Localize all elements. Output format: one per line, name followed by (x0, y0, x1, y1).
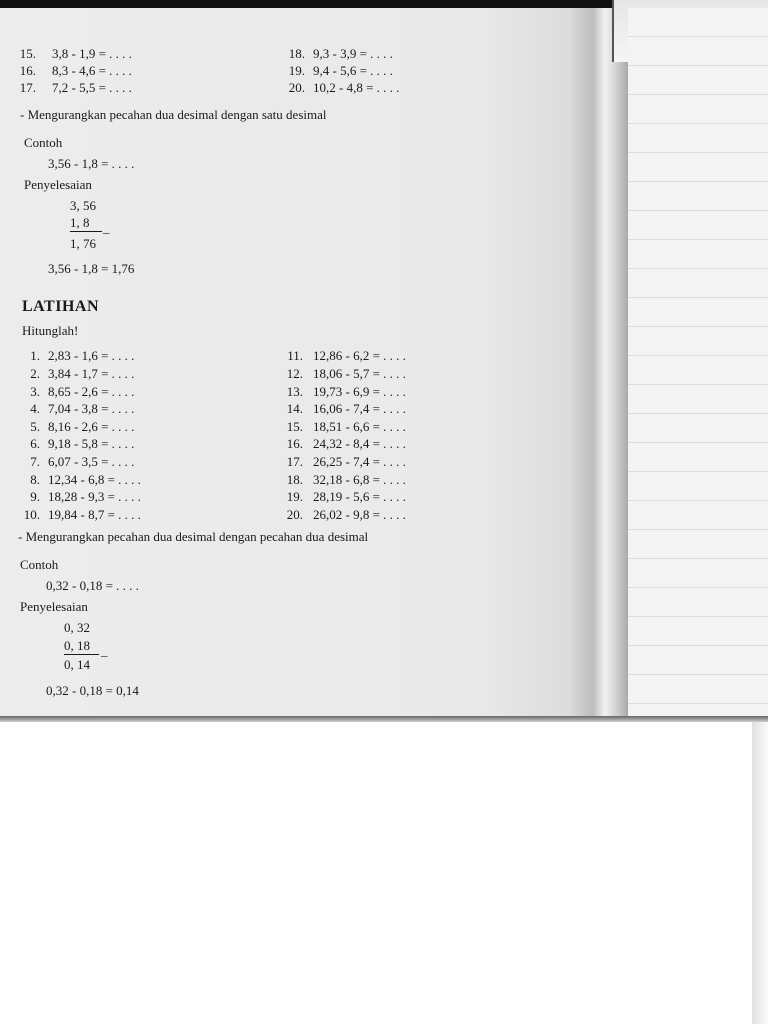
exercise-instruction: Hitunglah! (22, 323, 79, 338)
operand-2: 0, 18 (64, 638, 99, 655)
item-number: 7. (30, 454, 40, 469)
item-number: 19. (286, 489, 303, 504)
item-number: 15. (19, 46, 36, 61)
item-number: 11. (287, 348, 303, 363)
item-number: 10. (23, 507, 40, 522)
item-number: 17. (19, 80, 36, 95)
item-expression: 7,2 - 5,5 = . . . . (52, 80, 132, 95)
operand-2: 1, 8 (70, 215, 102, 232)
item-number: 1. (30, 348, 40, 363)
item-number: 20. (288, 80, 305, 95)
item-number: 13. (286, 384, 303, 399)
item-expression: 6,07 - 3,5 = . . . . (48, 454, 135, 469)
solution-label: Penyelesaian (24, 177, 92, 192)
book-spine (572, 8, 632, 722)
item-expression: 8,3 - 4,6 = . . . . (52, 63, 132, 78)
blank-sheet (0, 722, 754, 1024)
item-number: 8. (30, 472, 40, 487)
item-number: 2. (30, 366, 40, 381)
item-expression: 7,04 - 3,8 = . . . . (48, 401, 135, 416)
example-expression: 0,32 - 0,18 = . . . . (46, 578, 139, 593)
item-expression: 8,65 - 2,6 = . . . . (48, 384, 135, 399)
item-number: 20. (286, 507, 303, 522)
blank-sheet-edge (752, 722, 768, 1024)
item-number: 18. (288, 46, 305, 61)
difference: 0, 14 (64, 657, 90, 672)
item-number: 9. (30, 489, 40, 504)
item-expression: 18,51 - 6,6 = . . . . (313, 419, 406, 434)
operand-1: 3, 56 (70, 198, 96, 213)
item-expression: 26,25 - 7,4 = . . . . (313, 454, 406, 469)
item-number: 17. (286, 454, 303, 469)
item-number: 16. (286, 436, 303, 451)
exercise-title: LATIHAN (22, 298, 99, 315)
minus-sign: _ (101, 643, 108, 658)
item-expression: 18,28 - 9,3 = . . . . (48, 489, 141, 504)
result-statement: 3,56 - 1,8 = 1,76 (48, 261, 135, 276)
item-expression: 19,84 - 8,7 = . . . . (48, 507, 141, 522)
solution-label: Penyelesaian (20, 599, 88, 614)
item-number: 6. (30, 436, 40, 451)
item-expression: 9,18 - 5,8 = . . . . (48, 436, 135, 451)
example-expression: 3,56 - 1,8 = . . . . (48, 156, 135, 171)
item-number: 12. (286, 366, 303, 381)
item-expression: 12,86 - 6,2 = . . . . (313, 348, 406, 363)
item-number: 19. (288, 63, 305, 78)
item-number: 4. (30, 401, 40, 416)
item-expression: 2,83 - 1,6 = . . . . (48, 348, 135, 363)
operand-1: 0, 32 (64, 620, 90, 635)
item-expression: 3,84 - 1,7 = . . . . (48, 366, 135, 381)
item-expression: 28,19 - 5,6 = . . . . (313, 489, 406, 504)
minus-sign: _ (103, 220, 110, 235)
item-expression: 9,3 - 3,9 = . . . . (313, 46, 393, 61)
item-expression: 16,06 - 7,4 = . . . . (313, 401, 406, 416)
item-number: 15. (286, 419, 303, 434)
item-expression: 10,2 - 4,8 = . . . . (313, 80, 400, 95)
item-number: 16. (19, 63, 36, 78)
example-label: Contoh (24, 135, 63, 150)
example-label: Contoh (20, 557, 59, 572)
item-expression: 32,18 - 6,8 = . . . . (313, 472, 406, 487)
item-number: 14. (286, 401, 303, 416)
item-expression: 9,4 - 5,6 = . . . . (313, 63, 393, 78)
item-number: 5. (30, 419, 40, 434)
item-expression: 12,34 - 6,8 = . . . . (48, 472, 141, 487)
item-expression: 24,32 - 8,4 = . . . . (313, 436, 406, 451)
difference: 1, 76 (70, 236, 96, 251)
item-number: 3. (30, 384, 40, 399)
item-expression: 26,02 - 9,8 = . . . . (313, 507, 406, 522)
item-expression: 8,16 - 2,6 = . . . . (48, 419, 135, 434)
item-expression: 18,06 - 5,7 = . . . . (313, 366, 406, 381)
item-number: 18. (286, 472, 303, 487)
section-heading: - Mengurangkan pecahan dua desimal dengan satu desimal (20, 107, 327, 122)
result-statement: 0,32 - 0,18 = 0,14 (46, 683, 139, 698)
right-page-edge (628, 8, 768, 724)
item-expression: 19,73 - 6,9 = . . . . (313, 384, 406, 399)
section-heading: - Mengurangkan pecahan dua desimal dengan pecahan dua desimal (18, 529, 369, 544)
item-expression: 3,8 - 1,9 = . . . . (52, 46, 132, 61)
